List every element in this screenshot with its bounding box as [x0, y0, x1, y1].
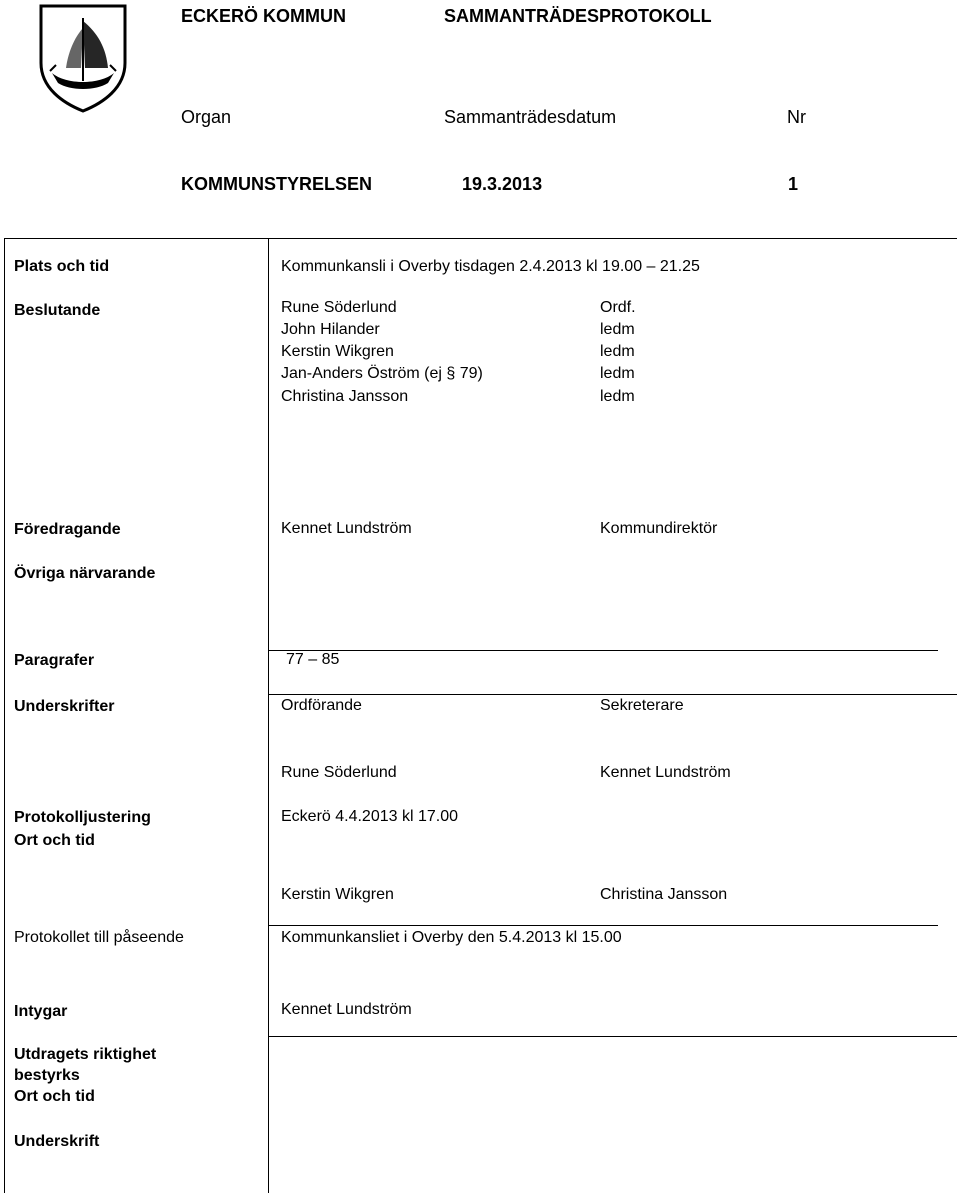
verifier-1-name: Kerstin Wikgren: [281, 886, 394, 903]
nr-label: Nr: [787, 107, 806, 127]
verification-label: Protokolljustering: [14, 809, 151, 826]
document-type: SAMMANTRÄDESPROTOKOLL: [444, 6, 712, 26]
presenter-label: Föredragande: [14, 521, 121, 538]
extract-label-line3: Ort och tid: [14, 1088, 95, 1105]
presenter-name: Kennet Lundström: [281, 520, 412, 537]
certificate-line: [268, 1036, 957, 1037]
member-role: Ordf.: [600, 299, 636, 316]
table-divider: [268, 238, 269, 1193]
paragraphs-label: Paragrafer: [14, 652, 95, 669]
verifier-2-name: Christina Jansson: [600, 886, 728, 903]
secretary-name: Kennet Lundström: [600, 764, 731, 781]
member-name: Kerstin Wikgren: [281, 343, 394, 360]
member-role: ledm: [600, 343, 635, 360]
verification-place-time: Eckerö 4.4.2013 kl 17.00: [281, 808, 459, 825]
date-label: Sammanträdesdatum: [444, 107, 617, 127]
extract-label-line1: Utdragets riktighet: [14, 1046, 157, 1063]
nr-value: 1: [788, 174, 799, 194]
signatures-label: Underskrifter: [14, 698, 115, 715]
member-name: Jan-Anders Öström (ej § 79): [281, 365, 483, 382]
public-display-label: Protokollet till påseende: [14, 929, 184, 946]
decision-makers-label: Beslutande: [14, 302, 101, 319]
municipality-name: ECKERÖ KOMMUN: [181, 6, 346, 26]
member-role: ledm: [600, 321, 635, 338]
signature-label: Underskrift: [14, 1133, 100, 1150]
date-value: 19.3.2013: [462, 174, 543, 194]
member-role: ledm: [600, 365, 635, 382]
paragraph-line-top: [268, 650, 938, 651]
paragraphs-value: 77 – 85: [286, 651, 340, 668]
place-time-label: Plats och tid: [14, 258, 110, 275]
others-present-label: Övriga närvarande: [14, 565, 156, 582]
member-name: John Hilander: [281, 321, 380, 338]
table-left-border: [4, 238, 5, 1193]
place-time-value: Kommunkansli i Overby tisdagen 2.4.2013 kl 19.00 – 21.25: [281, 258, 700, 275]
member-name: Christina Jansson: [281, 388, 409, 405]
paragraph-line-bottom: [268, 694, 957, 695]
chair-label: Ordförande: [281, 697, 362, 714]
extract-label-line2: bestyrks: [14, 1067, 80, 1084]
certificate-name: Kennet Lundström: [281, 1001, 412, 1018]
ship-coat-of-arms-icon: [38, 3, 128, 113]
member-role: ledm: [600, 388, 635, 405]
public-display-value: Kommunkansliet i Overby den 5.4.2013 kl 15.00: [281, 929, 622, 946]
presenter-title: Kommundirektör: [600, 520, 718, 537]
organ-label: Organ: [181, 107, 232, 127]
secretary-label: Sekreterare: [600, 697, 684, 714]
verification-place-time-label: Ort och tid: [14, 832, 95, 849]
table-top-border: [4, 238, 957, 239]
organ-value: KOMMUNSTYRELSEN: [181, 174, 373, 194]
display-line-top: [268, 925, 938, 926]
chair-name: Rune Söderlund: [281, 764, 397, 781]
member-name: Rune Söderlund: [281, 299, 397, 316]
certificate-label: Intygar: [14, 1003, 68, 1020]
